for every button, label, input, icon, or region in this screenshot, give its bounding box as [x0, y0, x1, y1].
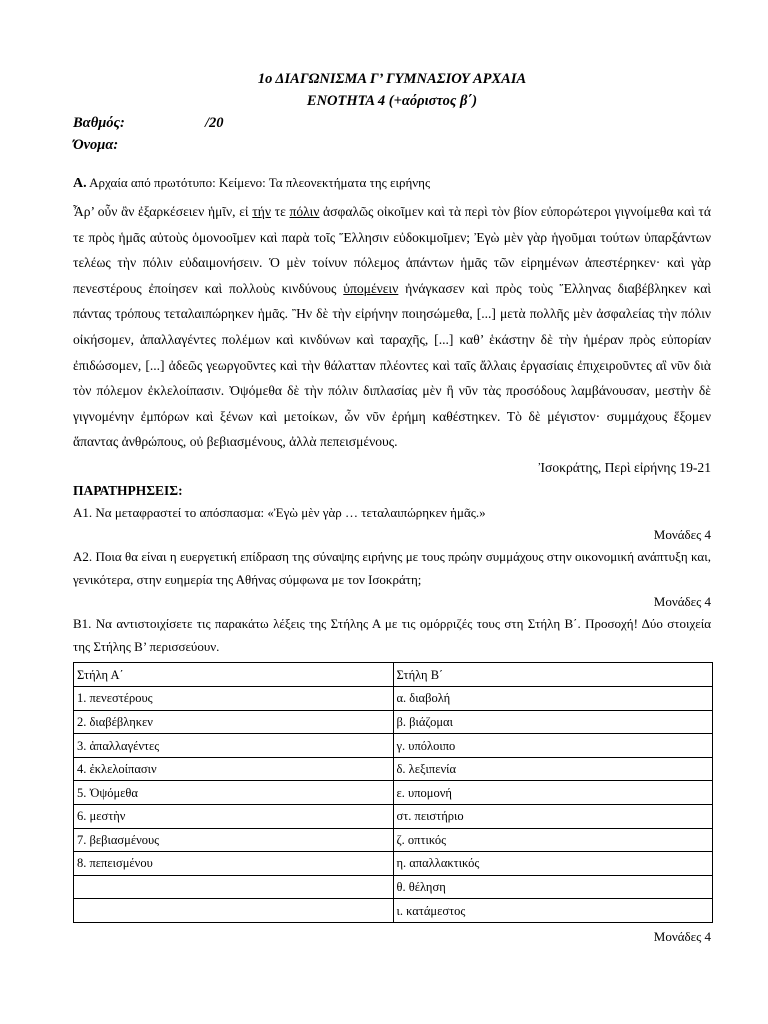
- ancient-underlined-1: τήν: [252, 204, 271, 219]
- table-row: [74, 875, 713, 899]
- column-b-cell: ζ. οπτικός: [393, 828, 713, 852]
- question-a2: Α2. Ποια θα είναι η ευεργετική επίδραση της σύναψης ειρήνης με τους πρώην συμμάχους στην οικονομική ανάπτυξη και, γενικότερα, στην ευημερία της Αθήνας σύμφωνα με τον Ισοκράτη;: [73, 549, 711, 587]
- ancient-underlined-2: πόλιν: [289, 204, 320, 219]
- ancient-text-part1: Ἆρ’ οὖν ἂν ἐξαρκέσειεν ἡμῖν, εἰ: [73, 204, 253, 219]
- notes-heading: ΠΑΡΑΤΗΡΗΣΕΙΣ:: [73, 482, 183, 498]
- column-a-cell: [74, 899, 394, 923]
- grade-label: Βαθμός:: [73, 115, 125, 131]
- column-b-cell: δ. λεξιπενία: [393, 757, 713, 781]
- column-a-cell: [74, 875, 394, 899]
- table-row: [74, 899, 713, 923]
- column-b-header: Στήλη Β΄: [393, 663, 713, 687]
- marks-a1: Μονάδες 4: [653, 527, 711, 543]
- column-b-cell: ε. υπομονή: [393, 781, 713, 805]
- ancient-text: [73, 199, 711, 455]
- ancient-text-part2: τε: [270, 204, 290, 219]
- grade-row: [73, 112, 711, 134]
- table-row: [74, 734, 713, 758]
- table-header-row: [74, 663, 713, 687]
- question-a1: Α1. Να μεταφραστεί το απόσπασμα: «Ἐγὼ μὲν γὰρ … τεταλαιπώρηκεν ἡμᾶς.»: [73, 504, 486, 520]
- marks-b1: Μονάδες 4: [653, 928, 711, 944]
- exam-title-line2: ΕΝΟΤΗΤΑ 4 (+αόριστος β΄): [306, 93, 478, 109]
- question-b1: Β1. Να αντιστοιχίσετε τις παρακάτω λέξεις της Στήλης Α με τις ομόρριζές τους στη Στήλη Β΄. Προσοχή! Δύο στοιχεία της Στήλης Β’ περισσεύουν.: [73, 616, 711, 654]
- column-b-cell: γ. υπόλοιπο: [393, 734, 713, 758]
- column-a-cell: 5. Ὀψόμεθα: [74, 781, 394, 805]
- text-source: Ἰσοκράτης, Περὶ εἰρήνης 19-21: [538, 459, 711, 475]
- ancient-underlined-3: ὑπομένειν: [343, 280, 399, 296]
- table-row: [74, 687, 713, 711]
- column-b-cell: στ. πειστήριο: [393, 805, 713, 829]
- column-a-cell: 4. ἐκλελοίπασιν: [74, 757, 394, 781]
- section-a-heading: [73, 174, 711, 193]
- column-b-cell: η. απαλλακτικός: [393, 852, 713, 876]
- column-b-cell: ι. κατάμεστος: [393, 899, 713, 923]
- grade-score: /20: [205, 115, 224, 131]
- column-a-cell: 6. μεστὴν: [74, 805, 394, 829]
- ancient-text-part4: ἠνάγκασεν καὶ πρὸς τοὺς Ἕλληνας διαβέβληκεν καὶ πάντας τρόπους τεταλαιπώρηκεν ἡμᾶς. Ἢν δὲ τὴν εἰρήνην ποιησώμεθα, [...] μετὰ πολλῆς μὲν ἀσφαλείας τὴν πόλιν οἰκήσομεν, ἀπαλλαγέντες πολέμων καὶ κινδύνων καὶ ταραχῆς, [...] καθ’ ἑκάστην δὲ τὴν ἡμέραν πρὸς εὐπορίαν ἐπιδώσομεν, [...] ἀδεῶς γεωργοῦντες καὶ τὴν θάλατταν πλέοντες καὶ ταῖς ἄλλαις ἐργασίαις ἐπιχειροῦντες αἳ νῦν διὰ τὸν πόλεμον ἐκλελοίπασιν. Ὀψόμεθα δὲ τὴν πόλιν διπλασίας μὲν ἢ νῦν τὰς προσόδους λαμβάνουσαν, μεστὴν δὲ γιγνομένην ἐμπόρων καὶ ξένων καὶ μετοίκων, ὧν νῦν ἐρήμη καθέστηκεν. Τὸ δὲ μέγιστον· συμμάχους ἕξομεν ἅπαντας ἀνθρώπους, οὐ βεβιασμένους, ἀλλὰ πεπεισμένους.: [73, 280, 711, 450]
- column-b-cell: α. διαβολή: [393, 687, 713, 711]
- column-a-header: Στήλη Α΄: [74, 663, 394, 687]
- column-b-cell: β. βιάζομαι: [393, 710, 713, 734]
- column-a-cell: 7. βεβιασμένους: [74, 828, 394, 852]
- table-row: [74, 805, 713, 829]
- column-a-cell: 2. διαβέβληκεν: [74, 710, 394, 734]
- marks-a2: Μονάδες 4: [653, 594, 711, 610]
- table-row: [74, 852, 713, 876]
- column-b-cell: θ. θέληση: [393, 875, 713, 899]
- section-a-letter: Α.: [73, 176, 87, 191]
- table-row: [74, 710, 713, 734]
- table-row: [74, 828, 713, 852]
- exam-title-line1: 1ο ΔΙΑΓΩΝΙΣΜΑ Γ’ ΓΥΜΝΑΣΙΟΥ ΑΡΧΑΙΑ: [257, 71, 527, 87]
- exam-page: [73, 68, 711, 948]
- column-a-cell: 3. ἀπαλλαγέντες: [74, 734, 394, 758]
- section-a-intro: Αρχαία από πρωτότυπο: Κείμενο: Τα πλεονεκτήματα της ειρήνης: [86, 175, 431, 190]
- column-a-cell: 8. πεπεισμένου: [74, 852, 394, 876]
- column-a-cell: 1. πενεστέρους: [74, 687, 394, 711]
- name-label: Όνομα:: [73, 137, 119, 153]
- ancient-text-part3: ἀσφαλῶς οἰκοῖμεν καὶ τὰ περὶ τὸν βίον εὐπορώτεροι γιγνοίμεθα καὶ τά τε πρὸς ἡμᾶς αὐτοὺς ὁμονοοῖμεν καὶ παρὰ τοῖς Ἕλλησιν εὐδοκιμοῖμεν; Ἐγὼ μὲν γὰρ ἡγοῦμαι τούτων ὑπαρξάντων τελέως τὴν πόλιν εὐδαιμονήσειν. Ὁ μὲν τοίνυν πόλεμος ἁπάντων ἡμᾶς τῶν εἰρημένων ἀπεστέρηκεν· καὶ γὰρ πενεστέρους ἐποίησεν καὶ πολλοὺς κινδύνους: [73, 204, 711, 296]
- matching-table: [73, 662, 713, 923]
- table-row: [74, 781, 713, 805]
- table-row: [74, 757, 713, 781]
